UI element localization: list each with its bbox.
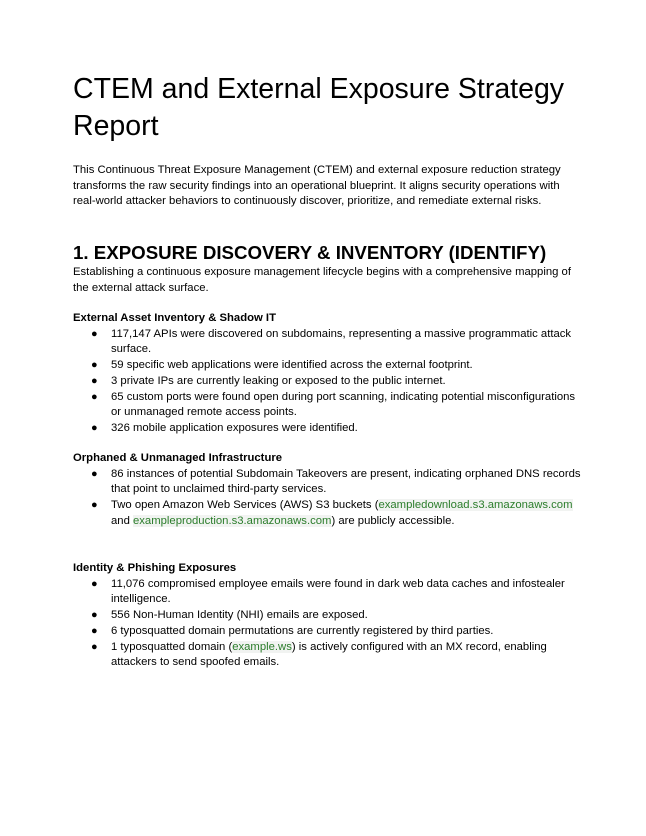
- list-item: ● 11,076 compromised employee emails were found in dark web data caches and infostealer intelligence.: [91, 577, 565, 606]
- list-item: ● 326 mobile application exposures were identified.: [73, 421, 583, 437]
- bullet-icon: ●: [91, 499, 98, 512]
- list-item: ● 1 typosquatted domain (example.ws) is actively configured with an MX record, enabling attackers to send spoofed emails.: [91, 640, 547, 669]
- intro-paragraph: This Continuous Threat Exposure Management (CTEM) and external exposure reduction strategy transforms the raw security findings into an operational blueprint. It aligns security operations with real-world attacker behaviors to continuously discover, prioritize, and remediate external risks.: [73, 164, 561, 208]
- section-heading: 1. EXPOSURE DISCOVERY & INVENTORY (IDENTIFY): [73, 242, 547, 263]
- subsection-heading: Identity & Phishing Exposures: [73, 562, 237, 574]
- subsection-asset-inventory: [73, 311, 583, 437]
- bullet-icon: ●: [91, 390, 98, 403]
- list-item: ● 117,147 APIs were discovered on subdomains, representing a massive programmatic attack surface.: [91, 327, 572, 356]
- subsection-orphaned-infrastructure: [73, 451, 583, 530]
- bullet-icon: ●: [91, 359, 98, 372]
- bullet-list: [73, 327, 583, 437]
- subsection-identity-phishing: [73, 561, 583, 671]
- list-item: ● 3 private IPs are currently leaking or exposed to the public internet.: [73, 374, 583, 390]
- bullet-icon: ●: [91, 609, 98, 622]
- list-item: ● 556 Non-Human Identity (NHI) emails are exposed.: [73, 608, 583, 624]
- page-title: CTEM and External Exposure Strategy Report: [73, 73, 565, 142]
- bullet-list: [73, 467, 583, 530]
- bullet-list: [73, 577, 583, 671]
- bullet-icon: ●: [91, 327, 98, 340]
- list-item: ● 59 specific web applications were identified across the external footprint.: [73, 358, 583, 374]
- list-item: ● 86 instances of potential Subdomain Takeovers are present, indicating orphaned DNS records that point to unclaimed third-party services.: [91, 467, 581, 496]
- bullet-icon: ●: [91, 421, 98, 434]
- s3-bucket-link-download[interactable]: exampledownload.s3.amazonaws.com: [378, 499, 573, 512]
- bullet-icon: ●: [91, 374, 98, 387]
- list-item: ● Two open Amazon Web Services (AWS) S3 buckets (exampledownload.s3.amazonaws.com and exampleproduction.s3.amazonaws.com) are publicly accessible.: [91, 499, 573, 527]
- list-item: ● 6 typosquatted domain permutations are currently registered by third parties.: [73, 624, 583, 640]
- section-intro: Establishing a continuous exposure management lifecycle begins with a comprehensive mapping of the external attack surface.: [73, 266, 571, 294]
- typosquat-domain-link[interactable]: example.ws: [232, 640, 292, 653]
- bullet-icon: ●: [91, 467, 98, 480]
- bullet-icon: ●: [91, 640, 98, 653]
- bullet-icon: ●: [91, 624, 98, 637]
- subsection-heading: Orphaned & Unmanaged Infrastructure: [73, 452, 283, 464]
- subsection-heading: External Asset Inventory & Shadow IT: [73, 312, 276, 324]
- bullet-icon: ●: [91, 577, 98, 590]
- list-item: ● 65 custom ports were found open during port scanning, indicating potential misconfigurations or unmanaged remote access points.: [91, 390, 576, 419]
- s3-bucket-link-production[interactable]: exampleproduction.s3.amazonaws.com: [133, 514, 332, 527]
